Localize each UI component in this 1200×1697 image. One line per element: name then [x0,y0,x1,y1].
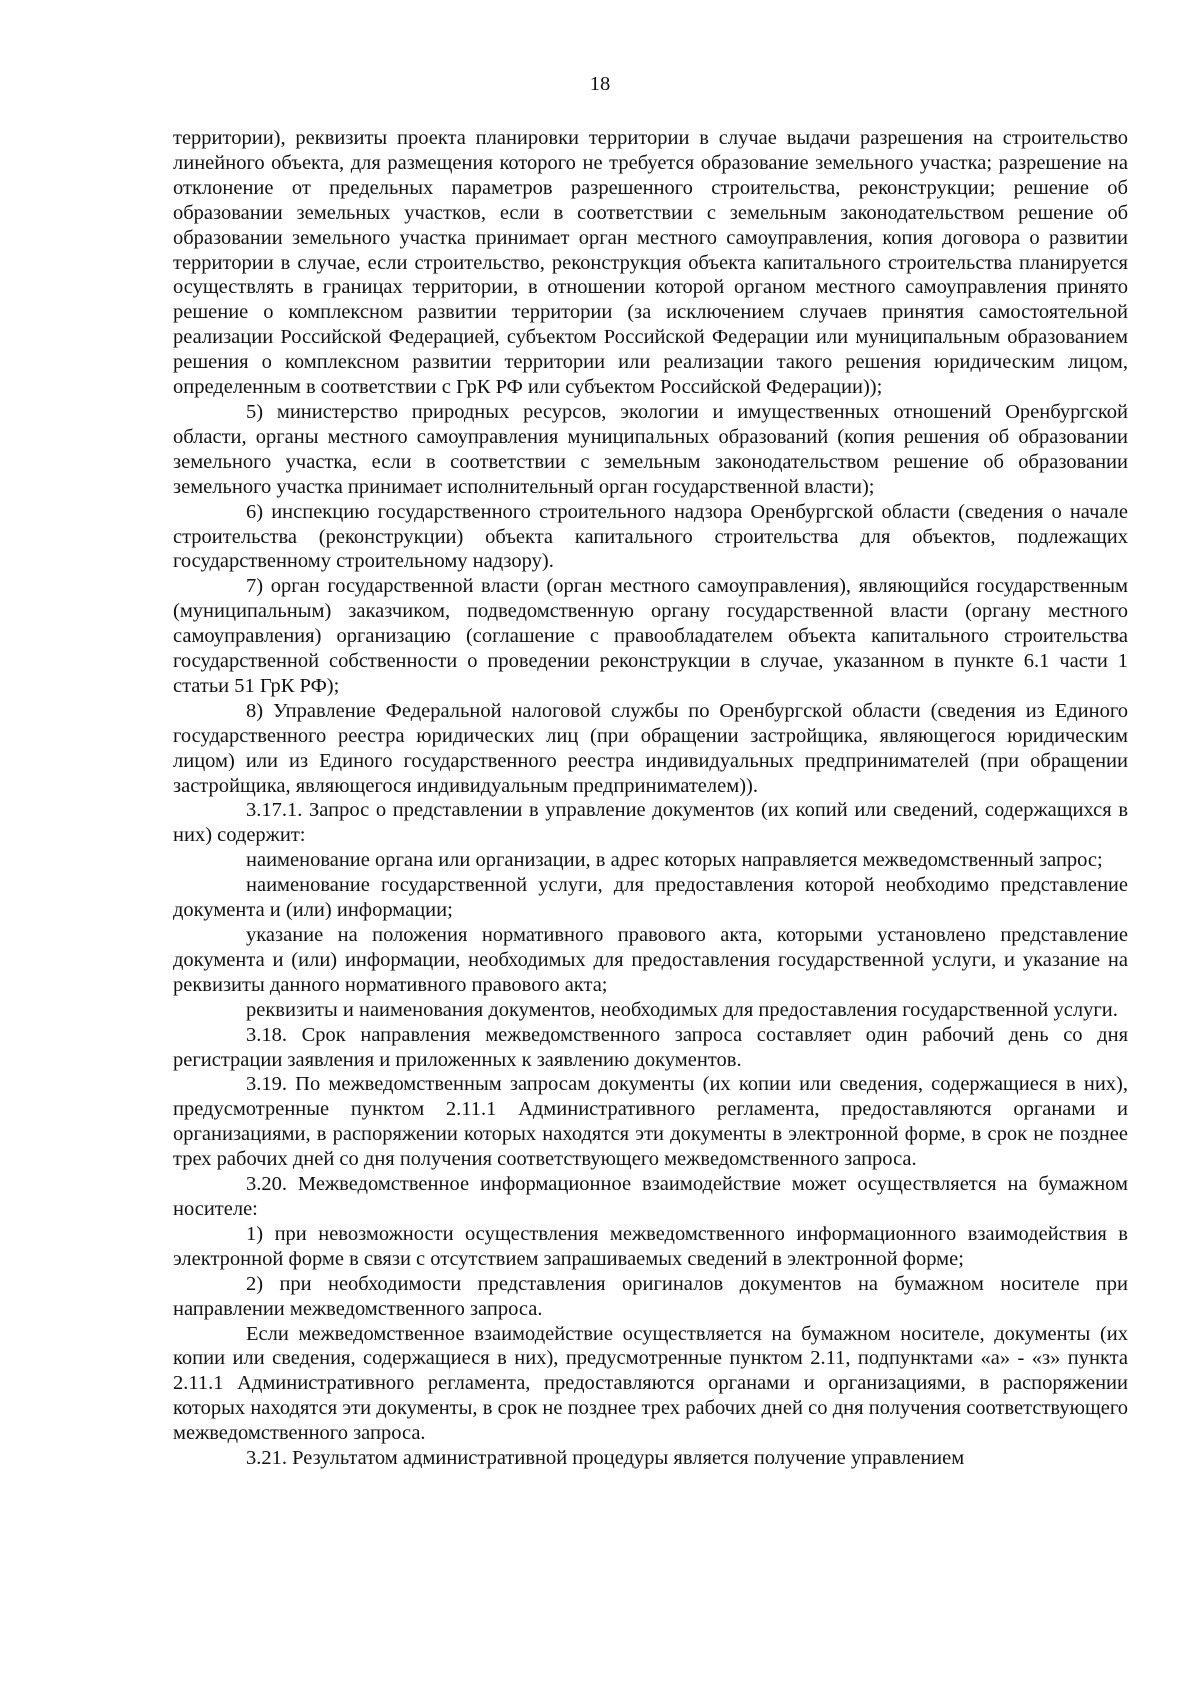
paragraph-item-6: 6) инспекцию государственного строительного надзора Оренбургской области (сведения о начале строительства (реконструкции) объекта капитального строительства для объектов, подлежащих государственному строительному надзору). [173,500,1128,573]
paragraph-item-8: 8) Управление Федеральной налоговой службы по Оренбургской области (сведения из Единого государственного реестра юридических лиц (при обращении застройщика, являющегося юридическим лицом) или из Единого государственного реестра индивидуальных предпринимателей (при обращении застройщика, являющегося индивидуальным предпринимателем)). [173,699,1128,797]
paragraph-item-5: 5) министерство природных ресурсов, экологии и имущественных отношений Оренбургской области, органы местного самоуправления муниципальных образований (копия решения об образовании земельного участка, если в соответствии с земельным законодательством решение об образовании земельного участка принимает исполнительный орган государственной власти); [173,400,1128,498]
paragraph-3-18: 3.18. Срок направления межведомственного запроса составляет один рабочий день со дня регистрации заявления и приложенных к заявлению документов. [173,1023,1128,1071]
document-body [173,126,1128,1471]
paragraph-3-17-1: 3.17.1. Запрос о представлении в управление документов (их копий или сведений, содержащихся в них) содержит: [173,799,1128,847]
paragraph-3-20: 3.20. Межведомственное информационное взаимодействие может осуществляется на бумажном носителе: [173,1173,1128,1220]
paragraph-3-20-item-1: 1) при невозможности осуществления межведомственного информационного взаимодействия в электронной форме в связи с отсутствием запрашиваемых сведений в электронной форме; [173,1222,1128,1270]
paragraph-3-19: 3.19. По межведомственным запросам документы (их копии или сведения, содержащиеся в них), предусмотренные пунктом 2.11.1 Административного регламента, предоставляются органами и организациями, в распоряжении которых находятся эти документы в электронной форме, в срок не позднее трех рабочих дней со дня получения соответствующего межведомственного запроса. [173,1073,1128,1171]
paragraph-3-20-item-2: 2) при необходимости представления оригиналов документов на бумажном носителе при направлении межведомственного запроса. [173,1272,1128,1320]
paragraph-continuation: территории), реквизиты проекта планировки территории в случае выдачи разрешения на строительство линейного объекта, для размещения которого не требуется образование земельного участка; разрешение на отклонение от предельных параметров разрешенного строительства, реконструкции; решение об образовании земельных участков, если в соответствии с земельным законодательством решение об образовании земельного участка принимает орган местного самоуправления, копия договора о развитии территории в случае, если строительство, реконструкция объекта капитального строительства планируется осуществлять в границах территории, в отношении которой органом местного самоуправления принято решение о комплексном развитии территории (за исключением случаев принятия самостоятельной реализации Российской Федерацией, субъектом Российской Федерации или муниципальным образованием решения о комплексном развитии территории или реализации такого решения юридическим лицом, определенным в соответствии с ГрК РФ или субъектом Российской Федерации)); [173,127,1128,399]
paragraph-request-service: наименование государственной услуги, для предоставления которой необходимо представление документа и (или) информации; [173,874,1128,922]
paragraph-request-documents: реквизиты и наименования документов, необходимых для предоставления государственной услуги. [246,998,1118,1021]
paragraph-paper-interaction: Если межведомственное взаимодействие осуществляется на бумажном носителе, документы (их копии или сведения, содержащиеся в них), предусмотренные пунктом 2.11, подпунктами «а» - «з» пункта 2.11.1 Административного регламента, предоставляются органами и организациями, в распоряжении которых находятся эти документы, в срок не позднее трех рабочих дней со дня получения соответствующего межведомственного запроса. [173,1322,1128,1445]
paragraph-3-21: 3.21. Результатом административной процедуры является получение управлением [246,1447,965,1470]
paragraph-request-legal-act: указание на положения нормативного правового акта, которыми установлено представление документа и (или) информации, необходимых для предоставления государственной услуги, и указание на реквизиты данного нормативного правового акта; [173,924,1128,996]
paragraph-request-org: наименование органа или организации, в адрес которых направляется межведомственный запрос; [246,849,1103,872]
page-number: 18 [589,73,611,95]
paragraph-item-7: 7) орган государственной власти (орган местного самоуправления), являющийся государственным (муниципальным) заказчиком, подведомственную органу государственной власти (органу местного самоуправления) организацию (соглашение с правообладателем объекта капитального строительства государственной собственности о проведении реконструкции в случае, указанном в пункте 6.1 части 1 статьи 51 ГрК РФ); [173,575,1128,697]
